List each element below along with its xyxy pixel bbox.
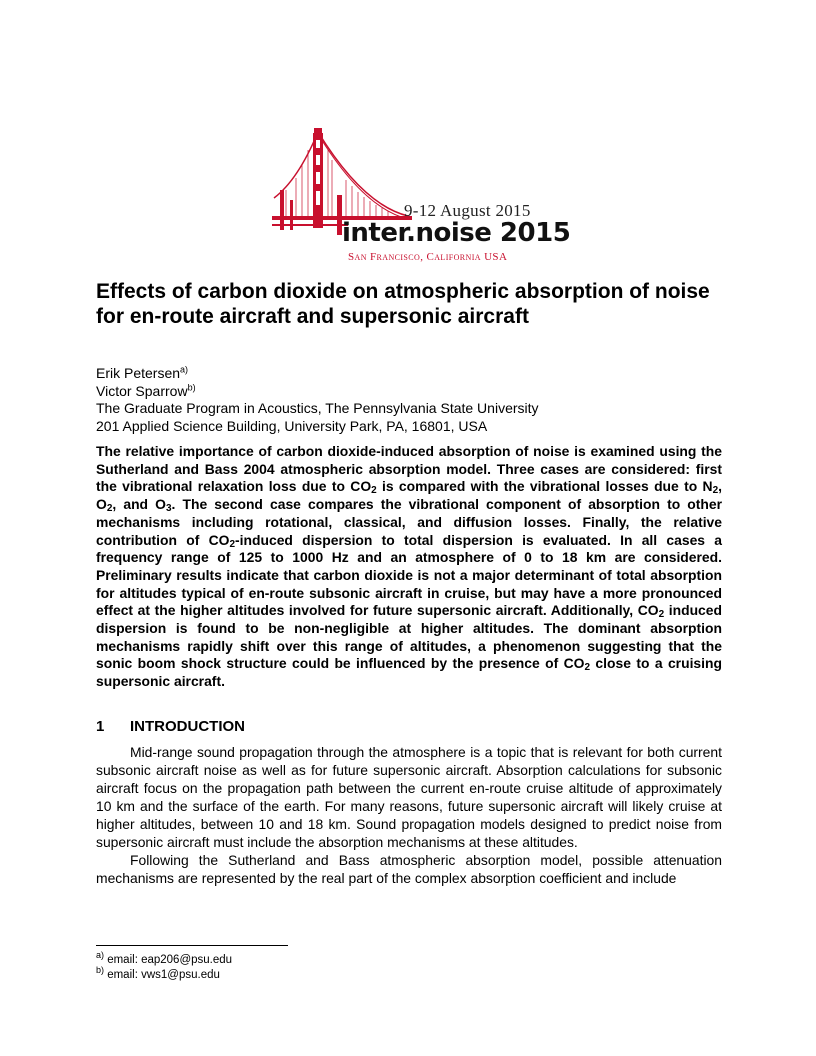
- author-mark: b): [187, 381, 196, 392]
- section-title: INTRODUCTION: [130, 718, 245, 735]
- footnote: [96, 965, 232, 983]
- abstract-text: , O: [96, 478, 722, 513]
- abstract-text: is compared with the vibrational losses due to N: [376, 478, 713, 495]
- section-heading: [96, 718, 245, 735]
- section-body: [96, 743, 722, 887]
- abstract-text: close to a cruising supersonic aircraft.: [96, 655, 722, 690]
- author-line: [96, 383, 736, 401]
- section-number: 1: [96, 718, 105, 735]
- body-paragraph: Mid-range sound propagation through the atmosphere is a topic that is relevant for both current subsonic aircraft noise as well as for future supersonic aircraft. Absorption calculations for subsonic aircraft focus on the propagation path between the current en-route cruise altitude of approximately 10 km and the surface of the earth. For many reasons, future supersonic aircraft will likely cruise at higher altitudes, between 10 and 18 km. Sound propagation models designed to predict noise from supersonic aircraft must include the absorption mechanisms at these altitudes.: [96, 744, 722, 850]
- author-name: Victor Sparrow: [96, 382, 188, 399]
- address: 201 Applied Science Building, University Park, PA, 16801, USA: [96, 417, 488, 434]
- abstract-text: , and O: [112, 496, 166, 513]
- footnote-mark: b): [96, 965, 105, 976]
- subscript: 2: [371, 485, 377, 497]
- conference-location: San Francisco, California USA: [348, 251, 508, 263]
- footnotes: [96, 950, 233, 983]
- subscript: 2: [584, 662, 591, 674]
- subscript: 2: [106, 503, 113, 515]
- author-line: [96, 365, 736, 383]
- body-paragraph: Following the Sutherland and Bass atmospheric absorption model, possible attenuation mechanisms are represented by the real part of the complex absorption coefficient and include: [96, 852, 722, 886]
- author-mark: a): [180, 364, 189, 375]
- subscript: 3: [165, 503, 172, 515]
- abstract: [96, 443, 722, 691]
- conference-date: 9-12 August 2015: [404, 201, 531, 220]
- abstract-text: The relative importance of carbon dioxide-induced absorption of noise is examined using the Sutherland and Bass 2004 atmospheric absorption model. Three cases are considered: first the vibrational relaxation loss due to CO: [96, 443, 722, 495]
- paper-title: Effects of carbon dioxide on atmospheric absorption of noise for en-route aircraft and supersonic aircraft: [96, 280, 710, 328]
- subscript: 2: [712, 485, 719, 497]
- abstract-text: induced dispersion is found to be non-negligible at higher altitudes. The dominant absorption mechanisms rapidly shift over this range of altitudes, a phenomenon suggesting that the sonic boom shock structure could be influenced by the presence of CO: [96, 602, 722, 672]
- footnote-mark: a): [96, 950, 105, 961]
- footnote-text: email: vws1@psu.edu: [104, 969, 220, 981]
- author-block: [96, 365, 736, 435]
- subscript: 2: [229, 538, 236, 550]
- author-name: Erik Petersen: [96, 365, 181, 381]
- abstract-text: -induced dispersion to total dispersion is evaluated. In all cases a frequency range of 125 to 1000 Hz and an atmosphere of 0 to 18 km are considered. Preliminary results indicate that carbon dioxide is not a major determinant of total absorption for altitudes typical of en-route subsonic aircraft in cruise, but may have a more pronounced effect at the higher altitudes involved for future supersonic aircraft. Additionally, CO: [96, 531, 722, 619]
- affiliation: The Graduate Program in Acoustics, The Pennsylvania State University: [96, 400, 539, 416]
- conference-name: inter.noise 2015: [342, 218, 571, 248]
- footnote-rule: [96, 945, 288, 946]
- subscript: 2: [658, 609, 665, 621]
- abstract-text: . The second case compares the vibrational component of absorption to other mechanisms including rotational, classical, and diffusion losses. Finally, the relative contribution of CO: [96, 496, 723, 548]
- footnote-text: email: eap206@psu.edu: [104, 954, 233, 966]
- footnote: [96, 950, 233, 968]
